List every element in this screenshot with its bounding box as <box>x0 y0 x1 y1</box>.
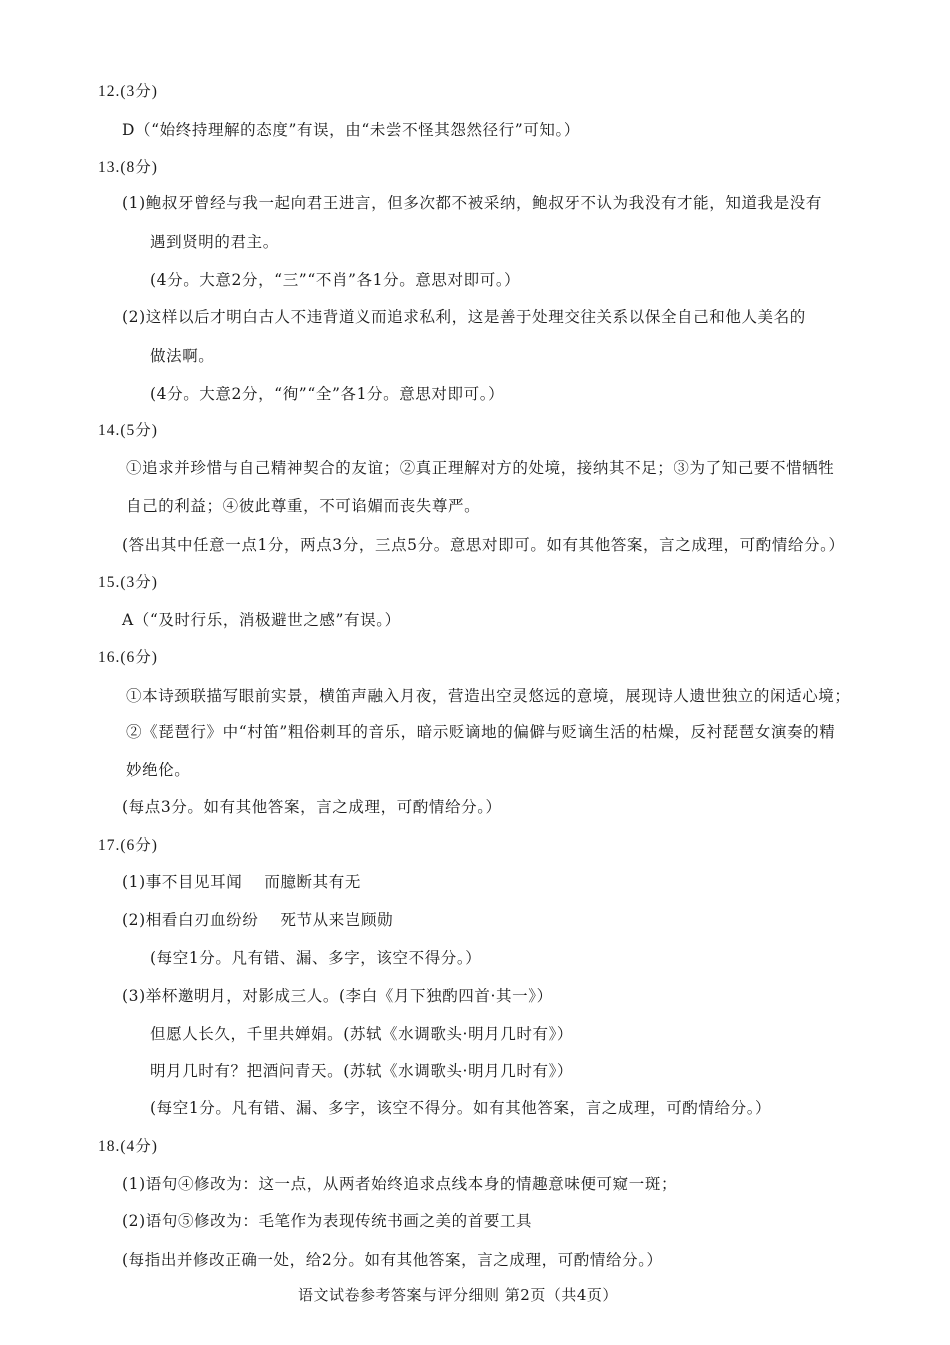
q13-part1-line1: (1)鲍叔牙曾经与我一起向君王进言，但多次都不被采纳，鲍叔牙不认为我没有才能，知道我是没有 <box>122 194 822 212</box>
q14-answer-line1: ①追求并珍惜与自己精神契合的友谊；②真正理解对方的处境，接纳其不足；③为了知己要不惜牺牲 <box>126 459 835 477</box>
q18-part1: (1)语句④修改为：这一点，从两者始终追求点线本身的情趣意味便可窥一斑； <box>122 1175 678 1193</box>
q17-part3-line1: (3)举杯邀明月，对影成三人。(李白《月下独酌四首·其一》） <box>122 987 553 1005</box>
q17-heading: 17.(6分) <box>98 837 158 854</box>
q13-part1-line2: 遇到贤明的君主。 <box>150 233 279 251</box>
q14-heading: 14.(5分) <box>98 422 158 439</box>
q15-heading: 15.(3分) <box>98 574 158 591</box>
q12-answer: D（“始终持理解的态度”有误，由“未尝不怪其怨然径行”可知。） <box>122 121 580 139</box>
q17-part2-blank2: 死节从来岂顾勋 <box>280 911 394 929</box>
q16-heading: 16.(6分) <box>98 649 158 666</box>
q17-part1-blank2: 而臆断其有无 <box>264 873 361 891</box>
q16-scoring: (每点3分。如有其他答案，言之成理，可酌情给分。） <box>122 798 502 816</box>
q17-scoring-2: (每空1分。凡有错、漏、多字，该空不得分。如有其他答案，言之成理，可酌情给分。） <box>150 1099 772 1117</box>
q15-answer: A（“及时行乐，消极避世之感”有误。） <box>122 611 401 629</box>
q17-part2 <box>122 910 393 930</box>
q18-heading: 18.(4分) <box>98 1138 158 1155</box>
q17-part1-blank1: (1)事不目见耳闻 <box>122 873 243 891</box>
q17-part1 <box>122 872 361 892</box>
q13-part1-scoring: (4分。大意2分，“三”“不肖”各1分。意思对即可。） <box>150 271 521 289</box>
q12-heading: 12.(3分) <box>98 83 158 100</box>
q13-part2-line1: (2)这样以后才明白古人不违背道义而追求私利，这是善于处理交往关系以保全自己和他人美名的 <box>122 308 806 326</box>
q17-part2-blank1: (2)相看白刃血纷纷 <box>122 911 259 929</box>
q16-answer-line2: ②《琵琶行》中“村笛”粗俗刺耳的音乐，暗示贬谪地的偏僻与贬谪生活的枯燥，反衬琵琶女演奏的精 <box>126 723 836 741</box>
q13-part2-scoring: (4分。大意2分，“徇”“全”各1分。意思对即可。） <box>150 385 505 403</box>
q14-answer-line2: 自己的利益；④彼此尊重，不可谄媚而丧失尊严。 <box>126 497 481 515</box>
q17-part3-line3: 明月几时有？把酒问青天。(苏轼《水调歌头·明月几时有》） <box>150 1062 574 1080</box>
q13-part2-line2: 做法啊。 <box>150 347 215 365</box>
page-footer: 语文试卷参考答案与评分细则 第2页（共4页） <box>298 1286 618 1304</box>
q18-scoring: (每指出并修改正确一处，给2分。如有其他答案，言之成理，可酌情给分。） <box>122 1251 663 1269</box>
q18-part2: (2)语句⑤修改为：毛笔作为表现传统书画之美的首要工具 <box>122 1212 533 1230</box>
q13-heading: 13.(8分) <box>98 159 158 176</box>
q14-scoring: (答出其中任意一点1分，两点3分，三点5分。意思对即可。如有其他答案，言之成理，可酌情给分。） <box>122 536 845 554</box>
q16-answer-line3: 妙绝伦。 <box>126 761 191 779</box>
q16-answer-line1: ①本诗颈联描写眼前实景，横笛声融入月夜，营造出空灵悠远的意境，展现诗人遗世独立的闲适心境； <box>126 687 851 705</box>
q17-part3-line2: 但愿人长久，千里共婵娟。(苏轼《水调歌头·明月几时有》） <box>150 1025 574 1043</box>
q17-scoring-1: (每空1分。凡有错、漏、多字，该空不得分。） <box>150 949 482 967</box>
